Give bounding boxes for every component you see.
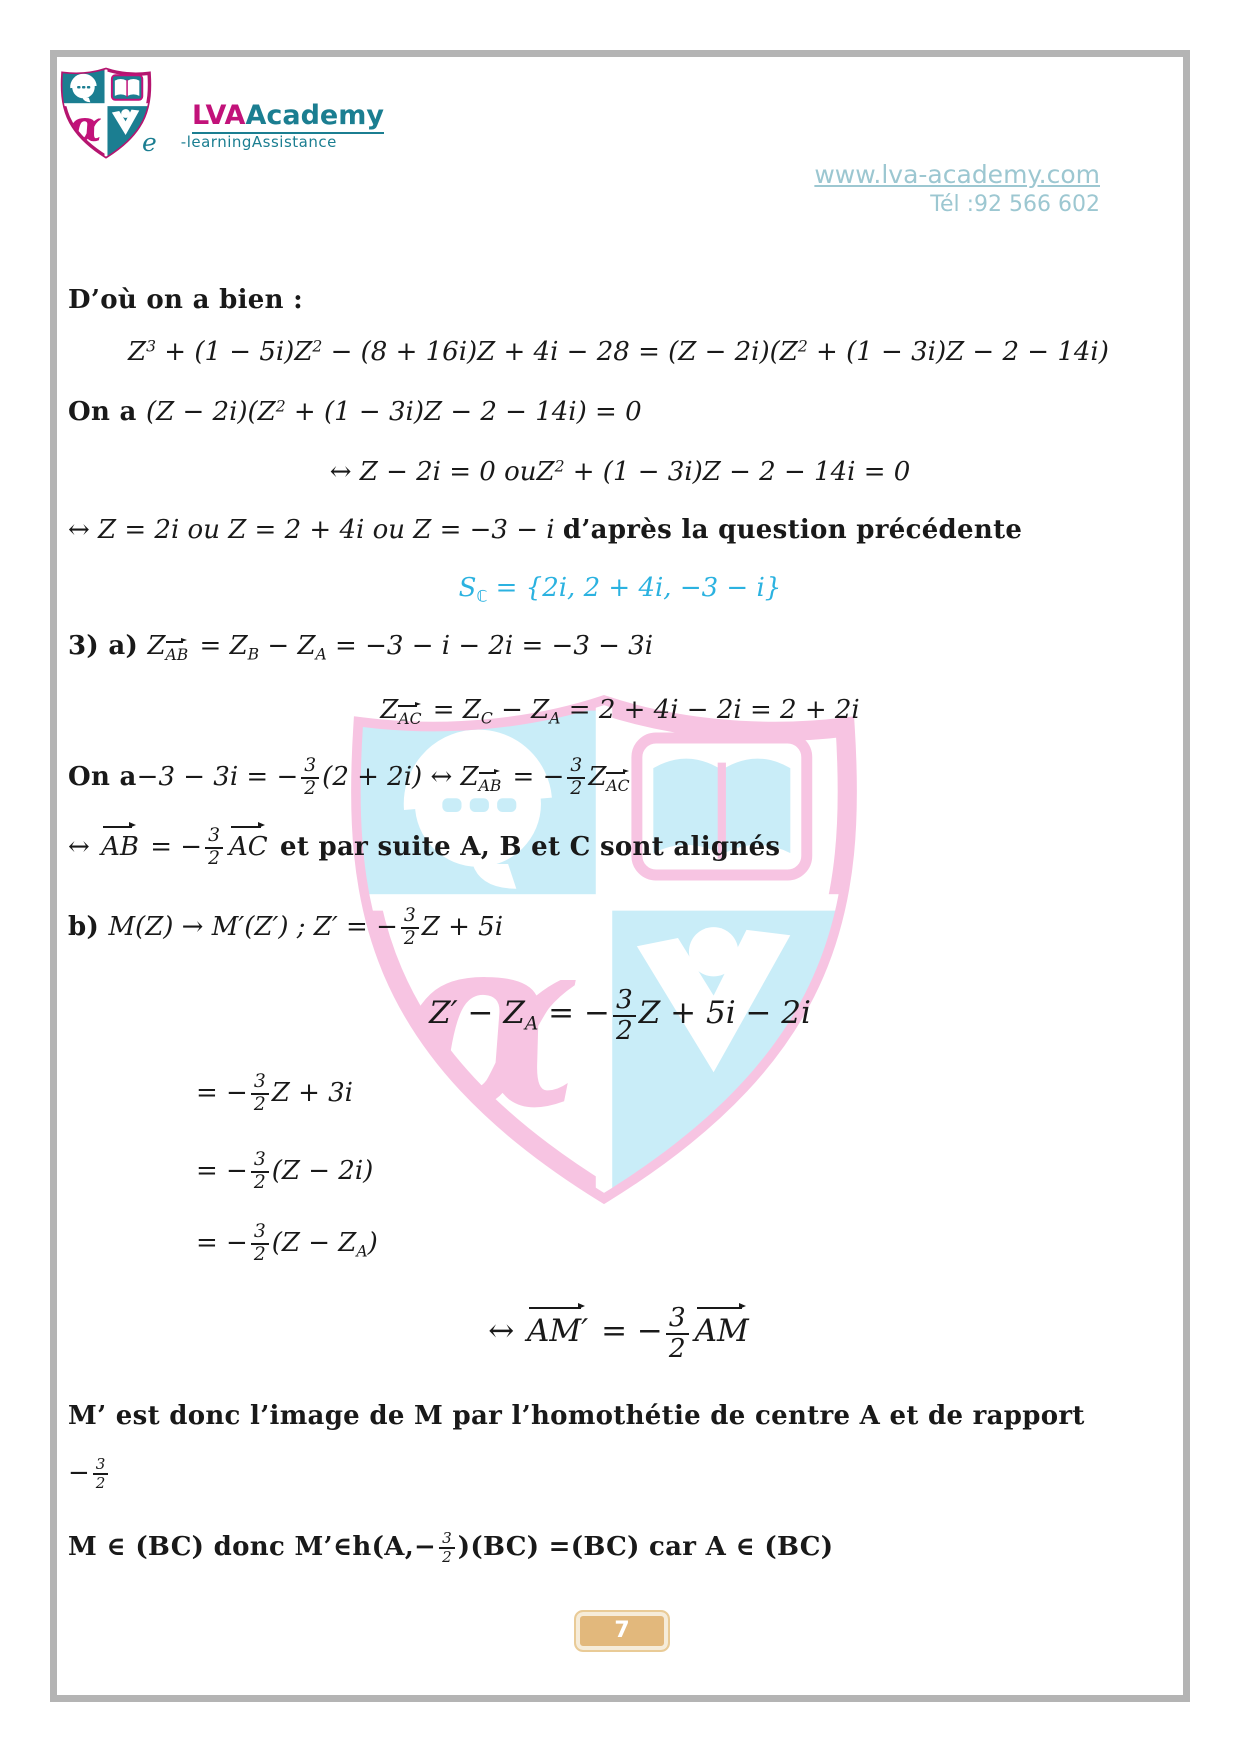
math-run: ↔ Z = 2i ou Z = 2 + 4i ou Z = −3 − i — [68, 515, 563, 545]
solution-line-1 — [68, 284, 303, 317]
math-run: Z — [380, 695, 399, 725]
math-run: + (1 − 5i)Z — [156, 337, 313, 367]
fraction: $\frac{3}{2}$ — [205, 826, 223, 869]
text-run: )(BC) =(BC) car A ∈ (BC) — [457, 1531, 834, 1562]
math-run: AC — [398, 710, 422, 729]
math-run: AC — [606, 777, 630, 796]
math-run: 3 — [146, 337, 156, 356]
text-run: et par suite A, B et C sont alignés — [270, 831, 781, 862]
solution-line-16 — [57, 1304, 1183, 1364]
math-run: = − — [141, 831, 203, 862]
math-run: A — [356, 1242, 368, 1261]
solution-line-13 — [196, 1072, 353, 1115]
text-run: b) — [68, 911, 109, 942]
math-run: = Z — [191, 631, 248, 661]
text-run: On a — [68, 397, 147, 427]
math-run: A — [524, 1013, 539, 1035]
text-run: D’où on a bien : — [68, 285, 304, 315]
website-link[interactable]: www.lva-academy.com — [814, 160, 1100, 189]
math-run: AM — [694, 1313, 749, 1350]
solution-line-11 — [68, 906, 503, 949]
math-run: = 2 + 4i − 2i = 2 + 2i — [560, 695, 860, 725]
solution-line-2 — [128, 336, 1109, 369]
solution-line-8 — [57, 694, 1183, 730]
math-run: 2 — [797, 337, 808, 356]
math-run: AC — [228, 831, 268, 862]
fraction: $\frac{3}{2}$ — [251, 1150, 269, 1193]
math-run: A — [315, 645, 327, 664]
math-run: AB — [101, 831, 139, 862]
math-run: (2 + 2i) ↔ Z — [322, 761, 479, 792]
math-run: = −3 − i − 2i = −3 − 3i — [326, 631, 654, 661]
math-run: = − — [591, 1313, 663, 1350]
math-run: ↔ — [68, 831, 99, 862]
math-run: M(Z) → M′(Z′) ; Z′ = − — [108, 911, 398, 942]
fraction: $\frac{3}{2}$ — [301, 756, 319, 799]
math-run: Z — [147, 631, 166, 661]
text-run: M’ est donc l’image de M par l’homothétie de centre A et de rapport — [68, 1401, 1085, 1431]
math-run: + (1 − 3i)Z − 2 − 14i) = 0 — [285, 397, 642, 427]
solution-line-7 — [68, 630, 653, 666]
math-run: − Z — [492, 695, 550, 725]
math-run: = − — [538, 995, 610, 1032]
math-run: Z + 5i — [421, 911, 504, 942]
math-run: Z — [588, 761, 607, 792]
math-run: S — [458, 573, 477, 603]
math-run: 2 — [312, 337, 323, 356]
math-run: A — [549, 709, 561, 728]
text-run: M ∈ (BC) donc M’∈h(A,− — [68, 1531, 437, 1562]
fraction: $\frac{3}{2}$ — [251, 1222, 269, 1265]
math-run: − — [68, 1457, 90, 1488]
fraction: $\frac{3}{2}$ — [439, 1530, 455, 1566]
tagline-text: -learningAssistance — [180, 133, 337, 151]
math-run: C — [480, 709, 493, 728]
fraction: $\frac{3}{2}$ — [613, 986, 636, 1046]
math-run: ) — [367, 1227, 378, 1258]
solution-line-6 — [57, 572, 1183, 607]
solution-line-14 — [196, 1150, 373, 1193]
math-run: 2 — [275, 397, 286, 416]
math-run: AB — [478, 777, 502, 796]
solution-line-9 — [68, 756, 633, 799]
math-run: B — [247, 645, 260, 664]
math-run: 2 — [554, 457, 565, 476]
math-run: = − — [196, 1077, 248, 1108]
solution-line-19 — [68, 1530, 833, 1566]
math-run: Z + 5i − 2i — [638, 995, 811, 1032]
phone-number: Tél :92 566 602 — [930, 192, 1100, 217]
math-run: = − — [196, 1227, 248, 1258]
text-run: d’après la question précédente — [562, 515, 1023, 545]
math-run: ↔ Z − 2i = 0 ouZ — [329, 457, 555, 487]
math-run: (Z − 2i) — [271, 1155, 374, 1186]
tagline-e: e — [142, 128, 157, 157]
page-number-badge: 7 — [574, 1610, 670, 1652]
fraction: $\frac{3}{2}$ — [251, 1072, 269, 1115]
fraction: $\frac{3}{2}$ — [401, 906, 419, 949]
math-run: (Z − 2i)(Z — [146, 397, 276, 427]
fraction: $\frac{3}{2}$ — [567, 756, 585, 799]
solution-line-12 — [57, 986, 1183, 1046]
math-run: = {2i, 2 + 4i, −3 − i} — [487, 573, 782, 603]
math-run: ↔ — [488, 1313, 525, 1350]
text-run: 3) a) — [68, 631, 148, 661]
math-run: − (8 + 16i)Z + 4i − 28 = (Z − 2i)(Z — [322, 337, 798, 367]
fraction: $\frac{3}{2}$ — [666, 1304, 689, 1364]
math-run: Z′ − Z — [429, 995, 525, 1032]
solution-line-10 — [68, 826, 780, 869]
math-run: ℂ — [476, 587, 488, 606]
math-run: −3 − 3i = − — [136, 761, 299, 792]
math-run: = − — [504, 761, 565, 792]
math-run: Z + 3i — [271, 1077, 353, 1108]
math-run: (Z − Z — [271, 1227, 357, 1258]
solution-line-17 — [68, 1400, 1085, 1433]
math-run: AB — [165, 646, 189, 665]
solution-line-5 — [68, 514, 1022, 547]
brand-name-rest: Academy — [245, 100, 384, 131]
brand-name-bold: LVA — [192, 100, 246, 131]
text-run: On a — [68, 761, 137, 792]
math-run: = − — [196, 1155, 248, 1186]
math-run: − Z — [259, 631, 316, 661]
fraction: $\frac{3}{2}$ — [93, 1456, 109, 1492]
math-run: = Z — [424, 695, 481, 725]
math-run: AM′ — [527, 1313, 589, 1350]
math-run: + (1 − 3i)Z − 2 − 14i = 0 — [564, 457, 911, 487]
solution-line-15 — [196, 1222, 378, 1265]
solution-line-4 — [57, 456, 1183, 489]
math-run: Z — [128, 337, 147, 367]
math-run: + (1 − 3i)Z − 2 − 14i) — [807, 337, 1109, 367]
solution-line-18 — [68, 1456, 111, 1492]
solution-line-3 — [68, 396, 642, 429]
